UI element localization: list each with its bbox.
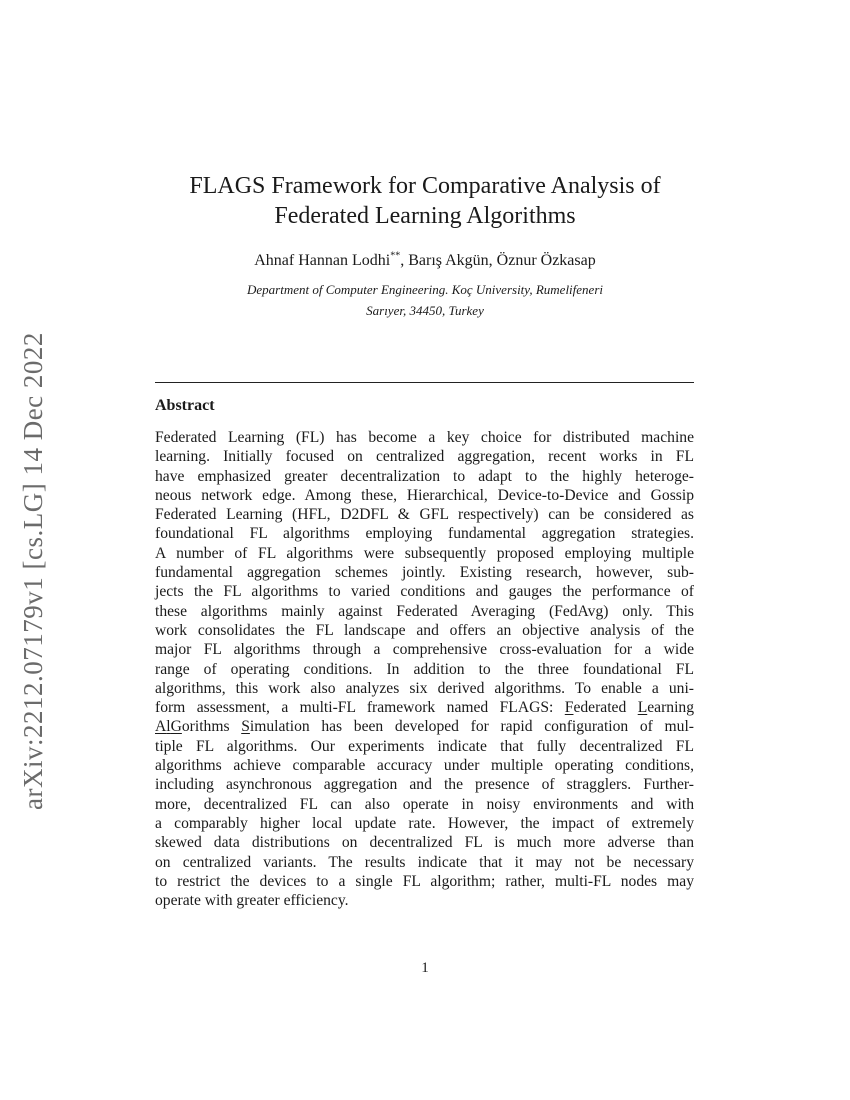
- author-list: [140, 252, 710, 270]
- abstract-heading: Abstract: [155, 397, 215, 414]
- header-rule: [155, 382, 694, 383]
- page-number: 1: [421, 960, 429, 976]
- abstract-line: neous network edge. Among these, Hierarchical, Device-to-Device and Gossip: [155, 486, 694, 504]
- abstract-line: more, decentralized FL can also operate in noisy environments and with: [155, 795, 694, 813]
- corresponding-author-mark: **: [390, 250, 401, 262]
- abstract-line: algorithms, this work also analyzes six derived algorithms. To enable a uni-: [155, 679, 694, 697]
- abstract-line: jects the FL algorithms to varied conditions and gauges the performance of: [155, 583, 694, 601]
- abstract-line: range of operating conditions. In addition to the three foundational FL: [155, 660, 694, 678]
- abstract-line: Federated Learning (HFL, D2DFL & GFL respectively) can be considered as: [155, 506, 694, 524]
- author-first: Ahnaf Hannan Lodhi: [254, 252, 391, 269]
- abstract-line: to restrict the devices to a single FL algorithm; rather, multi-FL nodes may: [155, 872, 694, 890]
- title-line-2: Federated Learning Algorithms: [274, 203, 576, 229]
- abstract-line: fundamental aggregation schemes jointly. Existing research, however, sub-: [155, 564, 694, 582]
- abstract-line: A number of FL algorithms were subsequently proposed employing multiple: [155, 544, 694, 562]
- abstract-line: tiple FL algorithms. Our experiments indicate that fully decentralized FL: [155, 737, 694, 755]
- abstract-line: have emphasized greater decentralization to adapt to the highly heteroge-: [155, 467, 694, 485]
- abstract-line: skewed data distributions on decentralized FL is much more adverse than: [155, 834, 694, 852]
- abstract-line: Federated Learning (FL) has become a key choice for distributed machine: [155, 429, 694, 446]
- paper-title: [140, 171, 710, 231]
- abstract-line: these algorithms mainly against Federated Averaging (FedAvg) only. This: [155, 602, 694, 620]
- affiliation: [140, 279, 710, 321]
- title-line-1: FLAGS Framework for Comparative Analysis of: [189, 173, 661, 199]
- abstract-line: learning. Initially focused on centralized aggregation, recent works in FL: [155, 448, 694, 466]
- abstract-body: [155, 428, 694, 910]
- affiliation-line-2: Sarıyer, 34450, Turkey: [366, 303, 484, 318]
- abstract-line: operate with greater efficiency.: [155, 892, 349, 910]
- author-rest: , Barış Akgün, Öznur Özkasap: [400, 252, 596, 269]
- abstract-line-flags-acronym: form assessment, a multi-FL framework named FLAGS: Federated Learning: [155, 699, 694, 717]
- abstract-line: major FL algorithms through a comprehensive cross-evaluation for a wide: [155, 641, 694, 659]
- abstract-line: work consolidates the FL landscape and offers an objective analysis of the: [155, 621, 694, 639]
- arxiv-stamp: arXiv:2212.07179v1 [cs.LG] 14 Dec 2022: [18, 332, 48, 810]
- abstract-line-flags-acronym-cont: AlGorithms Simulation has been developed for rapid configuration of mul-: [155, 718, 694, 736]
- abstract-line: algorithms achieve comparable accuracy under multiple operating conditions,: [155, 757, 694, 775]
- affiliation-line-1: Department of Computer Engineering. Koç University, Rumelifeneri: [247, 282, 603, 297]
- abstract-line: including asynchronous aggregation and the presence of stragglers. Further-: [155, 776, 694, 794]
- abstract-line: a comparably higher local update rate. However, the impact of extremely: [155, 814, 694, 832]
- abstract-line: foundational FL algorithms employing fundamental aggregation strategies.: [155, 525, 694, 543]
- abstract-line: on centralized variants. The results indicate that it may not be necessary: [155, 853, 694, 871]
